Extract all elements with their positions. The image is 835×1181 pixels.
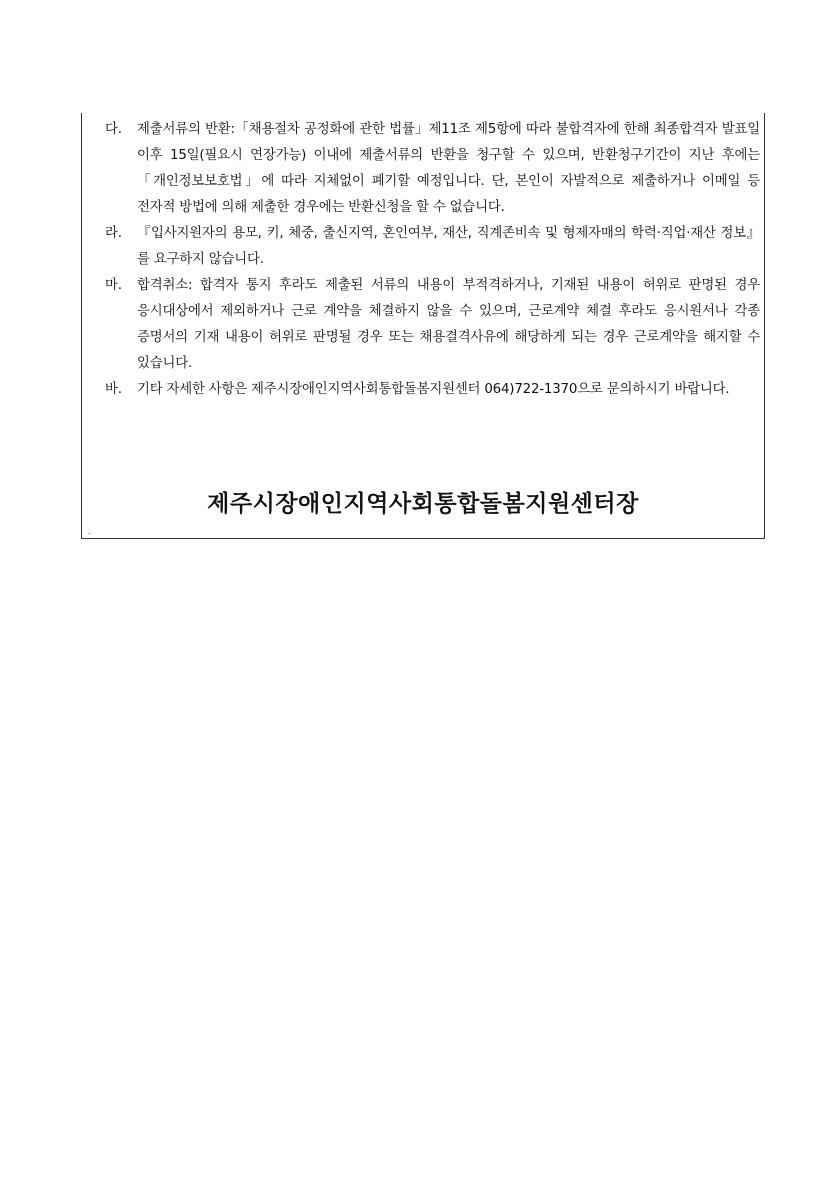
list-item-ra [105,221,760,273]
list-item-da [105,117,760,221]
item-marker: 마. [105,278,122,293]
notice-list [105,117,760,403]
notice-box [81,113,765,539]
item-marker: 바. [105,382,122,397]
item-text: 『입사지원자의 용모, 키, 체중, 출신지역, 혼인여부, 재산, 직계존비속 및 형제자매의 학력‧직업‧재산 정보』를 요구하지 않습니다. [137,226,760,267]
item-text: 기타 자세한 사항은 제주시장애인지역사회통합돌봄지원센터 064)722-1370으로 문의하시기 바랍니다. [137,382,730,397]
item-marker: 라. [105,226,122,241]
issuer-signature: 제주시장애인지역사회통합돌봄지원센터장 [207,491,639,517]
item-text: 제출서류의 반환:「채용절차 공정화에 관한 법률」제11조 제5항에 따라 불합격자에 한해 최종합격자 발표일 이후 15일(필요시 연장가능) 이내에 제출서류의 반환을 청구할 수 있으며, 반환청구기간이 지난 후에는 「개인정보보호법」에 따라 지체없이 폐기할 예정입니다. 단, 본인이 자발적으로 제출하거나 이메일 등 전자적 방법에 의해 제출한 경우에는 반환신청을 할 수 없습니다. [137,122,760,215]
corner-mark: . [88,527,91,536]
list-item-ma [105,273,760,377]
list-item-ba [105,377,760,403]
item-marker: 다. [105,122,122,137]
item-text: 합격취소: 합격자 통지 후라도 제출된 서류의 내용이 부적격하거나, 기재된 내용이 허위로 판명된 경우 응시대상에서 제외하거나 근로 계약을 체결하지 않을 수 있으며, 근로계약 체결 후라도 응시원서나 각종 증명서의 기재 내용이 허위로 판명될 경우 또는 채용결격사유에 해당하게 되는 경우 근로계약을 해지할 수 있습니다. [137,278,760,371]
